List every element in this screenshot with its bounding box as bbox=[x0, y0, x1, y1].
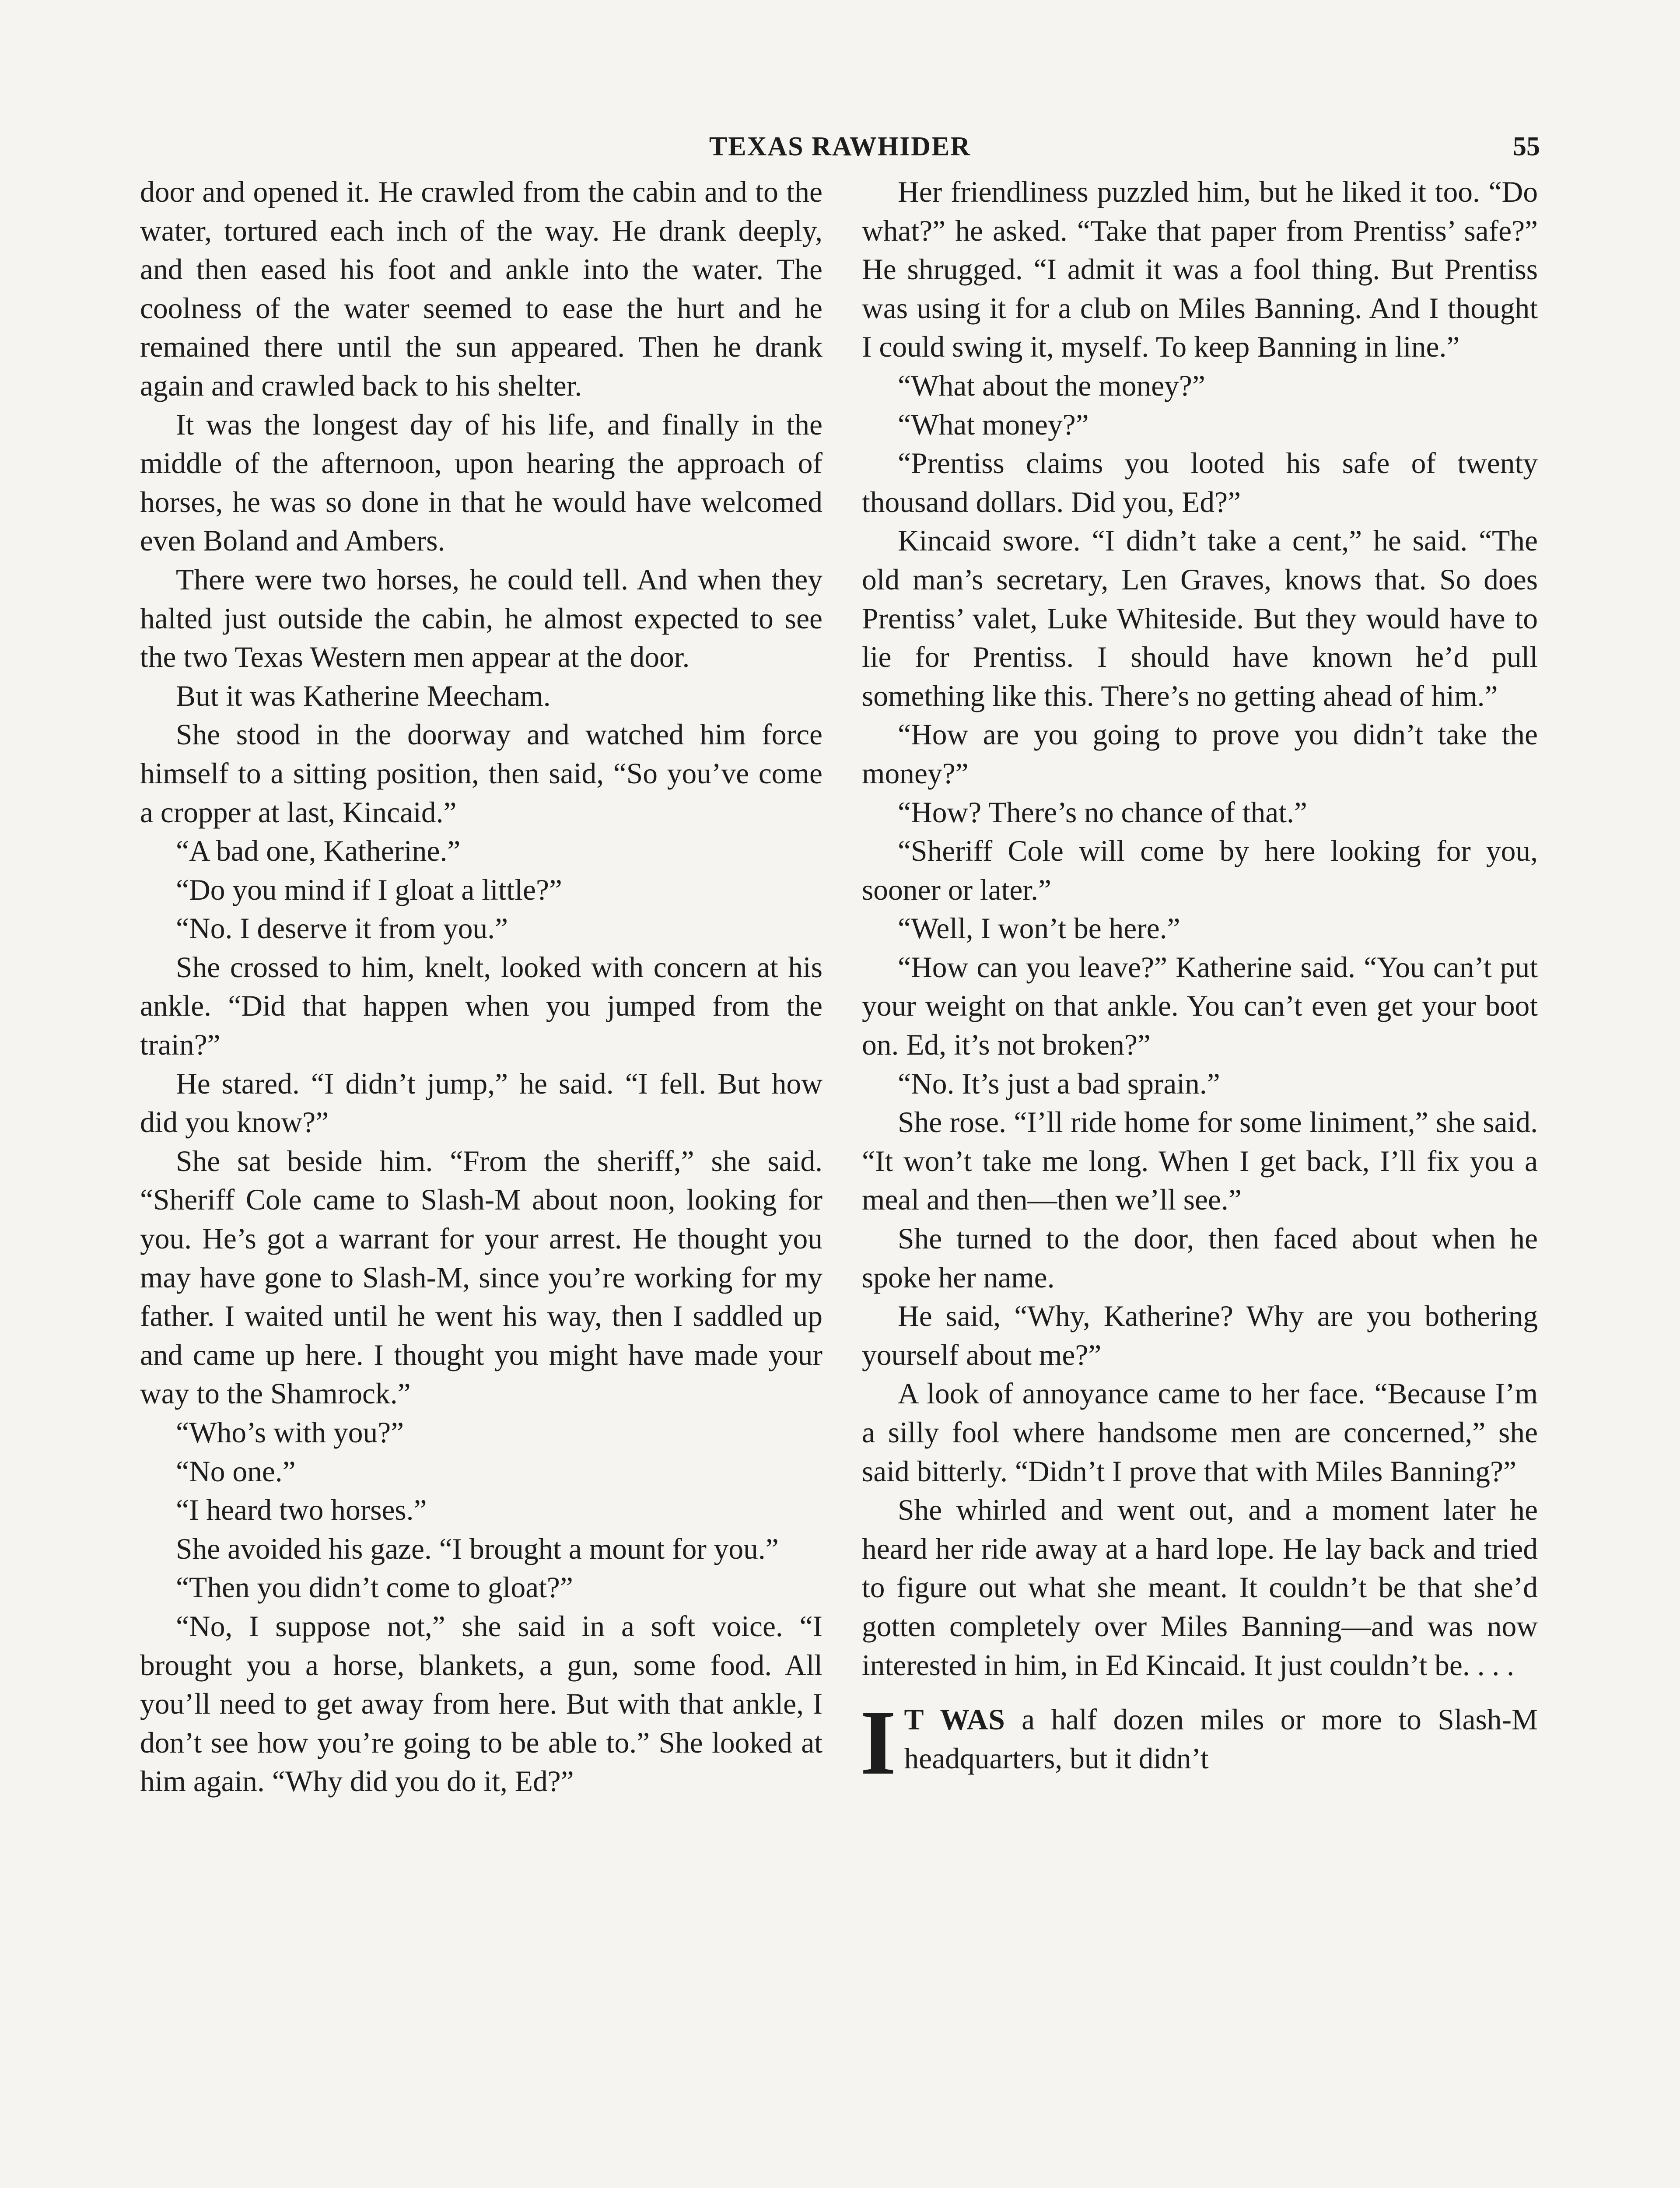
paragraph-right: “Prentiss claims you looted his safe of twenty thousand dollars. Did you, Ed?” bbox=[862, 447, 1538, 519]
paragraph-left: She sat beside him. “From the sheriff,” she said. “Sheriff Cole came to Slash-M about noon, looking for you. He’s got a warrant for your arrest. He thought you may have gone to Slash-M, since you’re working for my father. I waited until he went his way, then I saddled up and came up here. I thought you might have made your way to the Shamrock.” bbox=[140, 1144, 822, 1410]
paragraph-right: “What money?” bbox=[898, 408, 1089, 441]
paragraph-right: “What about the money?” bbox=[898, 369, 1205, 402]
lead-in: T WAS bbox=[904, 1703, 1005, 1736]
paragraph-left: There were two horses, he could tell. And when they halted just outside the cabin, he almost expected to see the two Texas Western men appear at the door. bbox=[140, 563, 822, 674]
paragraph-right: Kincaid swore. “I didn’t take a cent,” he said. “The old man’s secretary, Len Graves, knows that. So does Prentiss’ valet, Luke Whiteside. But they would have to lie for Prentiss. I should have known he’d pull something like this. There’s no getting ahead of him.” bbox=[862, 524, 1538, 712]
paragraph-left: door and opened it. He crawled from the cabin and to the water, tortured each inch of the way. He drank deeply, and then eased his foot and ankle into the water. The coolness of the water seemed to ease the hurt and he remained there until the sun appeared. Then he drank again and crawled back to his shelter. bbox=[140, 175, 822, 402]
section-opening-text: a half dozen miles or more to Slash-M headquarters, but it didn’t bbox=[904, 1703, 1538, 1775]
paragraph-left: It was the longest day of his life, and finally in the middle of the afternoon, upon hearing the approach of horses, he was so done in that he would have welcomed even Boland and Ambers. bbox=[140, 408, 822, 558]
paragraph-right: He said, “Why, Katherine? Why are you bothering yourself about me?” bbox=[862, 1300, 1538, 1371]
paragraph-right: A look of annoyance came to her face. “Because I’m a silly fool where handsome men are concerned,” she said bitterly. “Didn’t I prove that with Miles Banning?” bbox=[862, 1377, 1538, 1488]
page-number: 55 bbox=[1513, 132, 1540, 161]
section-opening-paragraph bbox=[860, 1691, 1538, 1794]
paragraph-left: “Do you mind if I gloat a little?” bbox=[176, 873, 562, 906]
paragraph-left: “No. I deserve it from you.” bbox=[176, 912, 508, 945]
paragraph-right: “How are you going to prove you didn’t take the money?” bbox=[862, 718, 1538, 790]
page-header bbox=[140, 131, 1540, 171]
paragraph-right: She rose. “I’ll ride home for some liniment,” she said. “It won’t take me long. When I get back, I’ll fix you a meal and then—then we’ll see.” bbox=[862, 1106, 1538, 1217]
paragraph-left: “A bad one, Katherine.” bbox=[176, 835, 461, 868]
paragraph-left: She avoided his gaze. “I brought a mount for you.” bbox=[176, 1532, 779, 1565]
text-column-right bbox=[860, 173, 1538, 1794]
paragraph-right: She whirled and went out, and a moment later he heard her ride away at a hard lope. He lay back and tried to figure out what she meant. It couldn’t be that she’d gotten completely over Miles Banning—and was now interested in him, in Ed Kincaid. It just couldn’t be. . . . bbox=[862, 1494, 1538, 1682]
paragraph-left: “Then you didn’t come to gloat?” bbox=[176, 1571, 573, 1604]
paragraph-right: Her friendliness puzzled him, but he liked it too. “Do what?” he asked. “Take that paper from Prentiss’ safe?” He shrugged. “I admit it was a fool thing. But Prentiss was using it for a club on Miles Banning. And I thought I could swing it, myself. To keep Banning in line.” bbox=[862, 175, 1538, 364]
paragraph-left: She crossed to him, knelt, looked with concern at his ankle. “Did that happen when you jumped from the train?” bbox=[140, 950, 822, 1062]
paragraph-right: “How can you leave?” Katherine said. “You can’t put your weight on that ankle. You can’t even get your boot on. Ed, it’s not broken?” bbox=[862, 950, 1538, 1062]
running-title: TEXAS RAWHIDER bbox=[709, 132, 971, 161]
paragraph-right: She turned to the door, then faced about when he spoke her name. bbox=[862, 1222, 1538, 1294]
paragraph-left: “Who’s with you?” bbox=[176, 1416, 404, 1449]
paragraph-right: “No. It’s just a bad sprain.” bbox=[898, 1067, 1220, 1100]
paragraph-left: “No one.” bbox=[176, 1455, 296, 1488]
paragraph-right: “Sheriff Cole will come by here looking for you, sooner or later.” bbox=[862, 835, 1538, 906]
paragraph-left: She stood in the doorway and watched him force himself to a sitting position, then said, “So you’ve come a cropper at last, Kincaid.” bbox=[140, 718, 822, 829]
paragraph-right: “Well, I won’t be here.” bbox=[898, 912, 1180, 945]
paragraph-left: He stared. “I didn’t jump,” he said. “I fell. But how did you know?” bbox=[140, 1067, 822, 1139]
paragraph-left: But it was Katherine Meecham. bbox=[176, 679, 551, 712]
paragraph-right: “How? There’s no chance of that.” bbox=[898, 796, 1307, 829]
paragraph-left: “No, I suppose not,” she said in a soft voice. “I brought you a horse, blankets, a gun, some food. All you’ll need to get away from here. But with that ankle, I don’t see how you’re going to be able to.” She looked at him again. “Why did you do it, Ed?” bbox=[140, 1609, 822, 1798]
text-column-left bbox=[140, 173, 822, 1801]
paragraph-left: “I heard two horses.” bbox=[176, 1494, 427, 1527]
drop-cap: I bbox=[860, 1691, 896, 1794]
